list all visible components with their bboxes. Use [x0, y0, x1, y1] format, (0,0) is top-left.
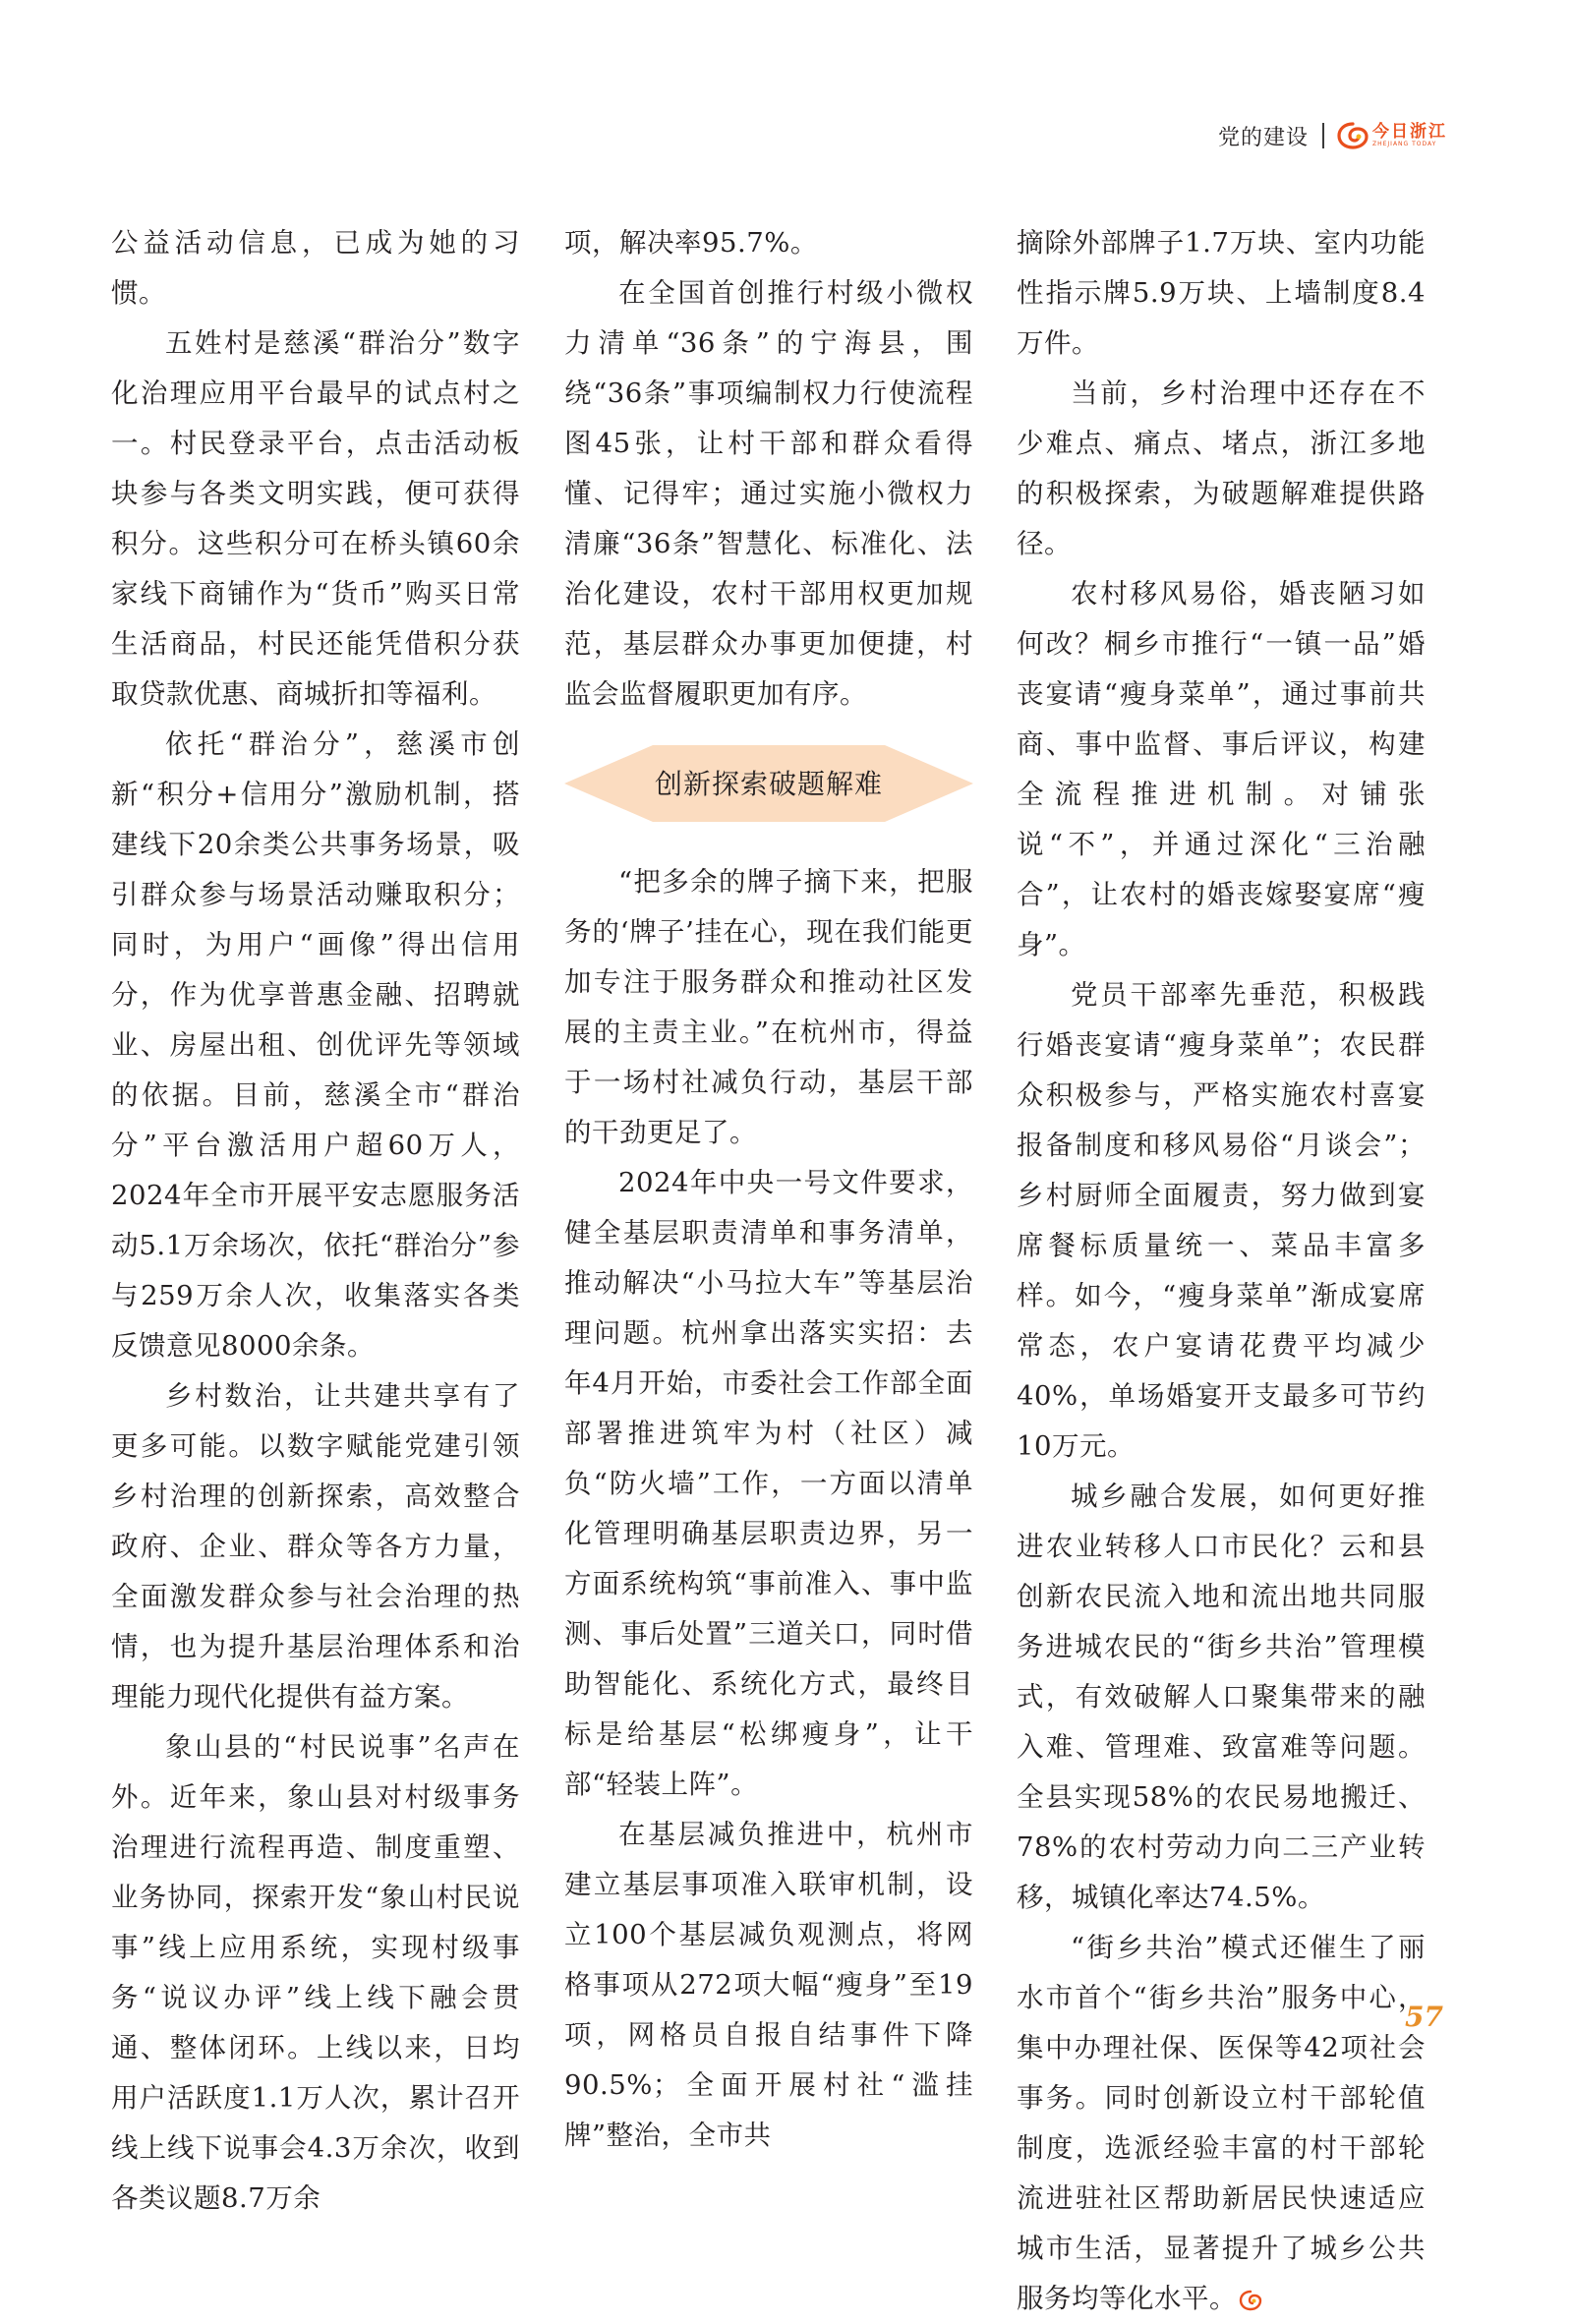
paragraph: 当前，乡村治理中还存在不少难点、痛点、堵点，浙江多地的积极探索，为破题解难提供路径。 — [1017, 378, 1426, 559]
section-name: 党的建设 — [1217, 125, 1309, 150]
page-number: 57 — [1405, 2001, 1443, 2033]
paragraph: 项，解决率95.7%。 — [564, 227, 818, 259]
paragraph: 摘除外部牌子1.7万块、室内功能性指示牌5.9万块、上墙制度8.4万件。 — [1017, 227, 1426, 359]
section-subheading — [564, 739, 973, 828]
subheading-text: 创新探索破题解难 — [654, 767, 883, 800]
header-divider — [1322, 123, 1324, 148]
paragraph: “把多余的牌子摘下来，把服务的‘牌子’挂在心，现在我们能更加专注于服务群众和推动社区发展的主责主业。”在杭州市，得益于一场村社减负行动，基层干部的干劲更足了。 — [564, 866, 973, 1148]
paragraph-text: “街乡共治”模式还催生了丽水市首个“街乡共治”服务中心，集中办理社保、医保等42项社会事务。同时创新设立村干部轮值制度，选派经验丰富的村干部轮流进驻社区帮助新居民快速适应城市生活，显著提升了城乡公共服务均等化水平。 — [1017, 1932, 1426, 2314]
paragraph: 依托“群治分”，慈溪市创新“积分+信用分”激励机制，搭建线下20余类公共事务场景，吸引群众参与场景活动赚取积分；同时，为用户“画像”得出信用分，作为优享普惠金融、招聘就业、房屋出租、创优评先等领域的依据。目前，慈溪全市“群治分”平台激活用户超60万人，2024年全市开展平安志愿服务活动5.1万余场次，依托“群治分”参与259万余人次，收集落实各类反馈意见8000余条。 — [111, 728, 520, 1362]
logo-subtitle: ZHEJIANG TODAY — [1372, 140, 1437, 147]
paragraph: 党员干部率先垂范，积极践行婚丧宴请“瘦身菜单”；农民群众积极参与，严格实施农村喜宴报备制度和移风易俗“月谈会”；乡村厨师全面履责，努力做到宴席餐标质量统一、菜品丰富多样。如今，“瘦身菜单”渐成宴席常态，农户宴请花费平均减少40%，单场婚宴开支最多可节约10万元。 — [1017, 979, 1426, 1462]
zhejiang-today-logo — [1336, 121, 1447, 150]
paragraph-last — [1017, 1923, 1426, 2324]
paragraph: 在全国首创推行村级小微权力清单“36条”的宁海县，围绕“36条”事项编制权力行使流程图45张，让村干部和群众看得懂、记得牢；通过实施小微权力清廉“36条”智慧化、标准化、法治化建设，农村干部用权更加规范，基层群众办事更加便捷，村监会监督履职更加有序。 — [564, 277, 973, 710]
paragraph: 象山县的“村民说事”名声在外。近年来，象山县对村级事务治理进行流程再造、制度重塑、业务协同，探索开发“象山村民说事”线上应用系统，实现村级事务“说议办评”线上线下融会贯通、整体闭环。上线以来，日均用户活跃度1.1万人次，累计召开线上线下说事会4.3万余次，收到各类议题8.7万余 — [111, 1731, 520, 2214]
column-3 — [1017, 218, 1426, 2324]
page-header — [1218, 116, 1447, 155]
paragraph: 公益活动信息，已成为她的习惯。 — [111, 227, 520, 309]
logo-swirl-icon — [1336, 121, 1369, 150]
paragraph: 农村移风易俗，婚丧陋习如何改？桐乡市推行“一镇一品”婚丧宴请“瘦身菜单”，通过事前共商、事中监督、事后评议，构建全流程推进机制。对铺张说“不”，并通过深化“三治融合”，让农村的婚丧嫁娶宴席“瘦身”。 — [1017, 578, 1426, 960]
paragraph: 乡村数治，让共建共享有了更多可能。以数字赋能党建引领乡村治理的创新探索，高效整合政府、企业、群众等各方力量，全面激发群众参与社会治理的热情，也为提升基层治理体系和治理能力现代化提供有益方案。 — [111, 1380, 520, 1713]
logo-title: 今日浙江 — [1372, 121, 1447, 142]
paragraph: 城乡融合发展，如何更好推进农业转移人口市民化？云和县创新农民流入地和流出地共同服务进城农民的“街乡共治”管理模式，有效破解人口聚集带来的融入难、管理难、致富难等问题。全县实现58%的农民易地搬迁、78%的农村劳动力向二三产业转移，城镇化率达74.5%。 — [1017, 1481, 1426, 1913]
column-1 — [111, 218, 520, 2224]
column-2 — [564, 218, 973, 2161]
paragraph: 五姓村是慈溪“群治分”数字化治理应用平台最早的试点村之一。村民登录平台，点击活动板块参与各类文明实践，便可获得积分。这些积分可在桥头镇60余家线下商铺作为“货币”购买日常生活商品，村民还能凭借积分获取贷款优惠、商城折扣等福利。 — [111, 327, 520, 710]
paragraph: 2024年中央一号文件要求，健全基层职责清单和事务清单，推动解决“小马拉大车”等基层治理问题。杭州拿出落实实招：去年4月开始，市委社会工作部全面部署推进筑牢为村（社区）减负“防火墙”工作，一方面以清单化管理明确基层职责边界，另一方面系统构筑“事前准入、事中监测、事后处置”三道关口，同时借助智能化、系统化方式，最终目标是给基层“松绑瘦身”，让干部“轻装上阵”。 — [564, 1167, 973, 1800]
paragraph: 在基层减负推进中，杭州市建立基层事项准入联审机制，设立100个基层减负观测点，将网格事项从272项大幅“瘦身”至19项，网格员自报自结事件下降90.5%；全面开展村社“滥挂牌”整治，全市共 — [564, 1819, 973, 2151]
end-mark-icon — [1239, 2290, 1262, 2311]
